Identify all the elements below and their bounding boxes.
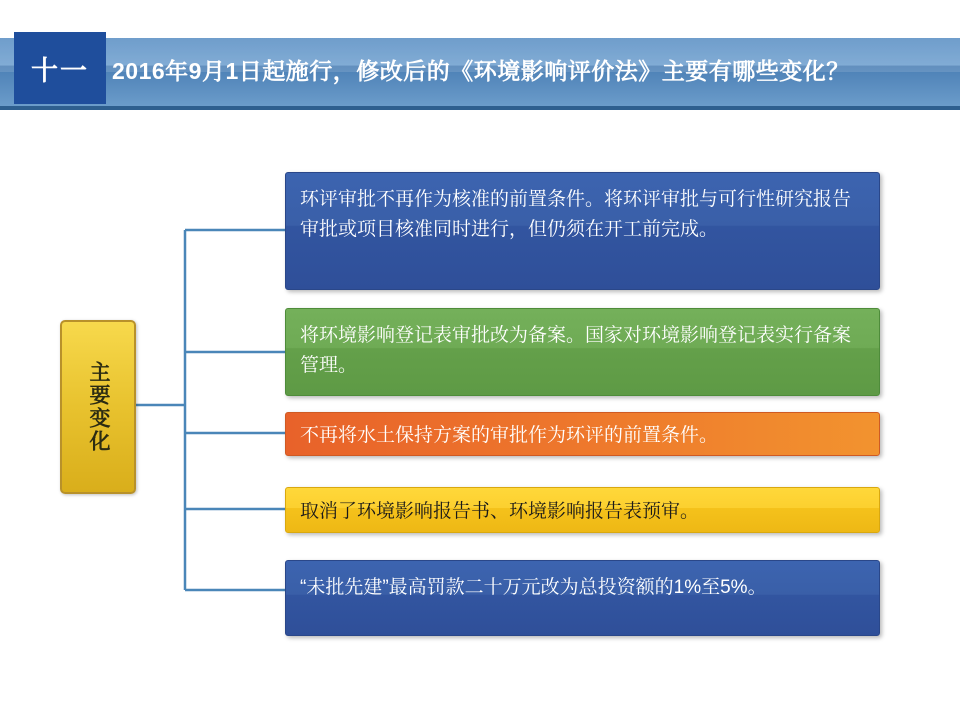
diagram-item-text: 环评审批不再作为核准的前置条件。将环评审批与可行性研究报告审批或项目核准同时进行，但仍须在开工前完成。 (300, 189, 852, 240)
diagram-item-text: 不再将水土保持方案的审批作为环评的前置条件。 (300, 425, 719, 446)
diagram-item-text: 将环境影响登记表审批改为备案。国家对环境影响登记表实行备案管理。 (300, 325, 852, 376)
diagram-item-2[interactable] (285, 308, 880, 396)
diagram-item-3[interactable] (285, 412, 880, 456)
diagram-item-text: “未批先建”最高罚款二十万元改为总投资额的1%至5%。 (300, 577, 767, 598)
page-title: 2016年9月1日起施行，修改后的《环境影响评价法》主要有哪些变化？ (112, 58, 850, 84)
diagram-item-text: 取消了环境影响报告书、环境影响报告表预审。 (300, 501, 700, 522)
section-number-badge (14, 32, 106, 104)
header-underline (0, 106, 960, 110)
root-node-label: 主要变化 (87, 361, 110, 453)
diagram-item-5[interactable] (285, 560, 880, 636)
diagram-item-4[interactable] (285, 487, 880, 533)
root-node[interactable] (60, 320, 136, 494)
slide-header (0, 38, 960, 110)
section-number-label: 十一 (31, 55, 89, 86)
diagram-item-1[interactable] (285, 172, 880, 290)
